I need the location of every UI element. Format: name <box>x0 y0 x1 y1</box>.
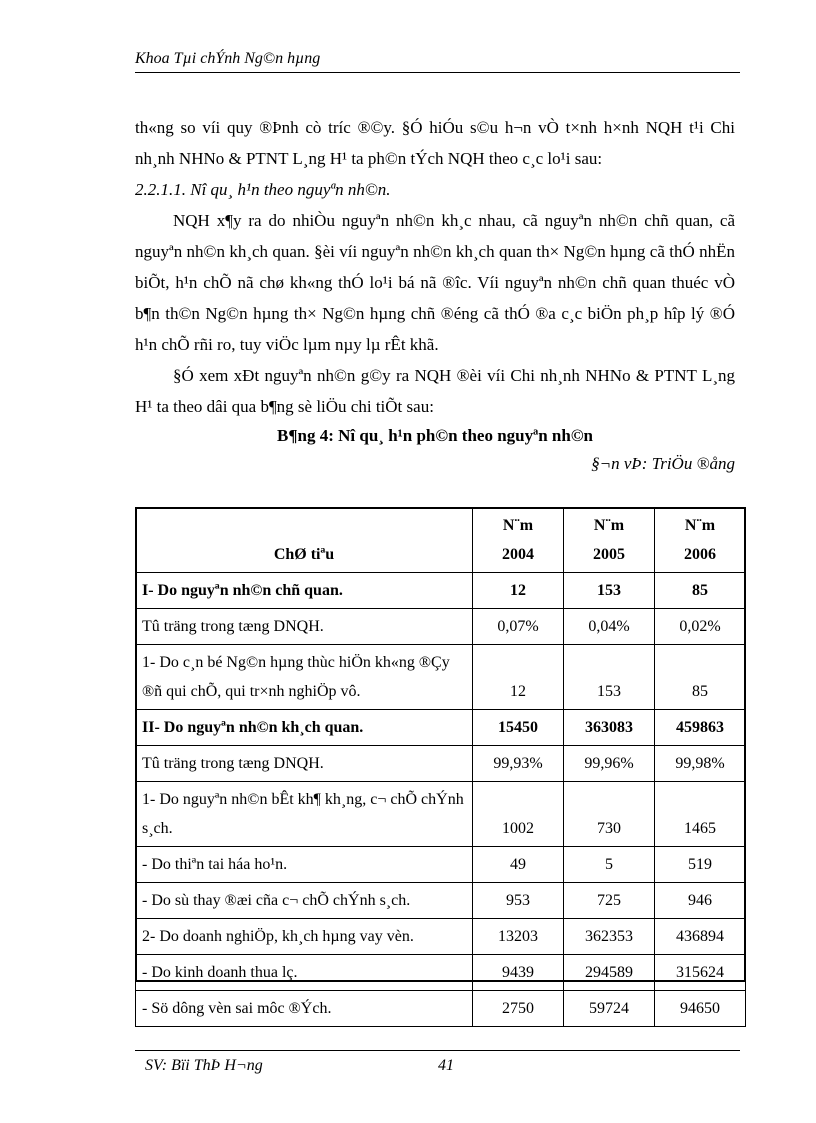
paragraph-table-intro: §Ó xem xÐt nguyªn nh©n g©y ra NQH ®èi víi Chi nh¸nh NHNo & PTNT L¸ng H¹ ta theo dâi qua b¶ng sè liÖu chi tiÕt sau: <box>135 366 735 416</box>
col-header-indicator: ChØ tiªu <box>136 508 473 573</box>
row-value: 0,02% <box>655 609 746 645</box>
row-label: II- Do nguyªn nh©n kh¸ch quan. <box>136 710 473 746</box>
table-row <box>136 919 746 955</box>
row-value: 59724 <box>564 991 655 1027</box>
year-label: N¨m <box>684 517 716 534</box>
table-row <box>136 645 746 710</box>
row-value: 519 <box>655 847 746 883</box>
row-value: 953 <box>473 883 564 919</box>
year-label: N¨m <box>502 517 534 534</box>
row-value: 49 <box>473 847 564 883</box>
col-header-year <box>655 508 746 573</box>
row-value: 315624 <box>655 955 746 991</box>
overdue-debt-table <box>135 507 746 1027</box>
table-row <box>136 847 746 883</box>
table-row <box>136 710 746 746</box>
row-value: 153 <box>564 645 655 710</box>
page-footer <box>135 1050 740 1074</box>
row-value: 99,96% <box>564 746 655 782</box>
row-value: 1465 <box>655 782 746 847</box>
footer-author: SV: Bïi ThÞ H¬ng <box>145 1057 263 1074</box>
row-value: 94650 <box>655 991 746 1027</box>
table-header-row <box>136 508 746 573</box>
row-value: 294589 <box>564 955 655 991</box>
row-value: 362353 <box>564 919 655 955</box>
row-value: 13203 <box>473 919 564 955</box>
table-row <box>136 573 746 609</box>
year-label: N¨m <box>593 517 625 534</box>
row-label: Tû träng trong tæng DNQH. <box>136 609 473 645</box>
section-subheading: 2.2.1.1. Nî qu¸ h¹n theo nguyªn nh©n. <box>135 180 391 199</box>
row-label: - Sö dông vèn sai môc ®Ých. <box>136 991 473 1027</box>
row-value: 363083 <box>564 710 655 746</box>
row-value: 153 <box>564 573 655 609</box>
row-value: 730 <box>564 782 655 847</box>
row-value: 459863 <box>655 710 746 746</box>
document-body <box>135 112 735 478</box>
paragraph-intro: th«ng so víi quy ®Þnh cò tríc ®©y. §Ó hiÓu s©u h¬n vÒ t×nh h×nh NQH t¹i Chi nh¸nh NHNo & PTNT L¸ng H¹ ta ph©n tÝch NQH theo c¸c lo¹i sau: <box>135 118 735 168</box>
row-value: 15450 <box>473 710 564 746</box>
year-value: 2004 <box>502 546 534 563</box>
table-row <box>136 746 746 782</box>
row-value: 85 <box>655 573 746 609</box>
row-value: 0,07% <box>473 609 564 645</box>
row-label: - Do thiªn tai háa ho¹n. <box>136 847 473 883</box>
row-label: Tû träng trong tæng DNQH. <box>136 746 473 782</box>
row-label: 2- Do doanh nghiÖp, kh¸ch hµng vay vèn. <box>136 919 473 955</box>
row-label: 1- Do nguyªn nh©n bÊt kh¶ kh¸ng, c¬ chÕ chÝnh s¸ch. <box>136 782 473 847</box>
row-label: 1- Do c¸n bé Ng©n hµng thùc hiÖn kh«ng ®Çy ®ñ qui chÕ, qui tr×nh nghiÖp vô. <box>136 645 473 710</box>
row-value: 12 <box>473 645 564 710</box>
table-unit: §¬n vÞ: TriÖu ®ång <box>591 454 735 473</box>
year-value: 2006 <box>684 546 716 563</box>
row-value: 99,98% <box>655 746 746 782</box>
table-row <box>136 609 746 645</box>
page-header: Khoa Tµi chÝnh Ng©n hµng <box>135 50 740 73</box>
row-label: - Do kinh doanh thua lç. <box>136 955 473 991</box>
footer-page-number: 41 <box>438 1057 454 1074</box>
row-value: 0,04% <box>564 609 655 645</box>
row-value: 12 <box>473 573 564 609</box>
col-header-year <box>564 508 655 573</box>
table-row <box>136 883 746 919</box>
row-label: - Do sù thay ®æi cña c¬ chÕ chÝnh s¸ch. <box>136 883 473 919</box>
row-value: 99,93% <box>473 746 564 782</box>
row-value: 725 <box>564 883 655 919</box>
year-value: 2005 <box>593 546 625 563</box>
row-value: 5 <box>564 847 655 883</box>
paragraph-causes: NQH x¶y ra do nhiÒu nguyªn nh©n kh¸c nhau, cã nguyªn nh©n chñ quan, cã nguyªn nh©n kh¸ch quan. §èi víi nguyªn nh©n kh¸ch quan th× Ng©n hµng cã thÓ nhËn biÕt, h¹n chÕ nã chø kh«ng thÓ lo¹i bá nã ®îc. Víi nguyªn nh©n chñ quan thuéc vÒ b¶n th©n Ng©n hµng th× Ng©n hµng chñ ®éng cã thÓ ®a c¸c biÖn ph¸p hîp lý ®Ó h¹n chÕ rñi ro, tuy viÖc lµm nµy lµ rÊt khã. <box>135 211 735 354</box>
row-value: 9439 <box>473 955 564 991</box>
table-row <box>136 782 746 847</box>
row-value: 85 <box>655 645 746 710</box>
table-row <box>136 955 746 991</box>
row-label: I- Do nguyªn nh©n chñ quan. <box>136 573 473 609</box>
row-value: 1002 <box>473 782 564 847</box>
table-caption: B¶ng 4: Nî qu¸ h¹n ph©n theo nguyªn nh©n <box>277 426 593 445</box>
row-value: 436894 <box>655 919 746 955</box>
table-row <box>136 991 746 1027</box>
row-value: 946 <box>655 883 746 919</box>
col-header-year <box>473 508 564 573</box>
row-value: 2750 <box>473 991 564 1027</box>
